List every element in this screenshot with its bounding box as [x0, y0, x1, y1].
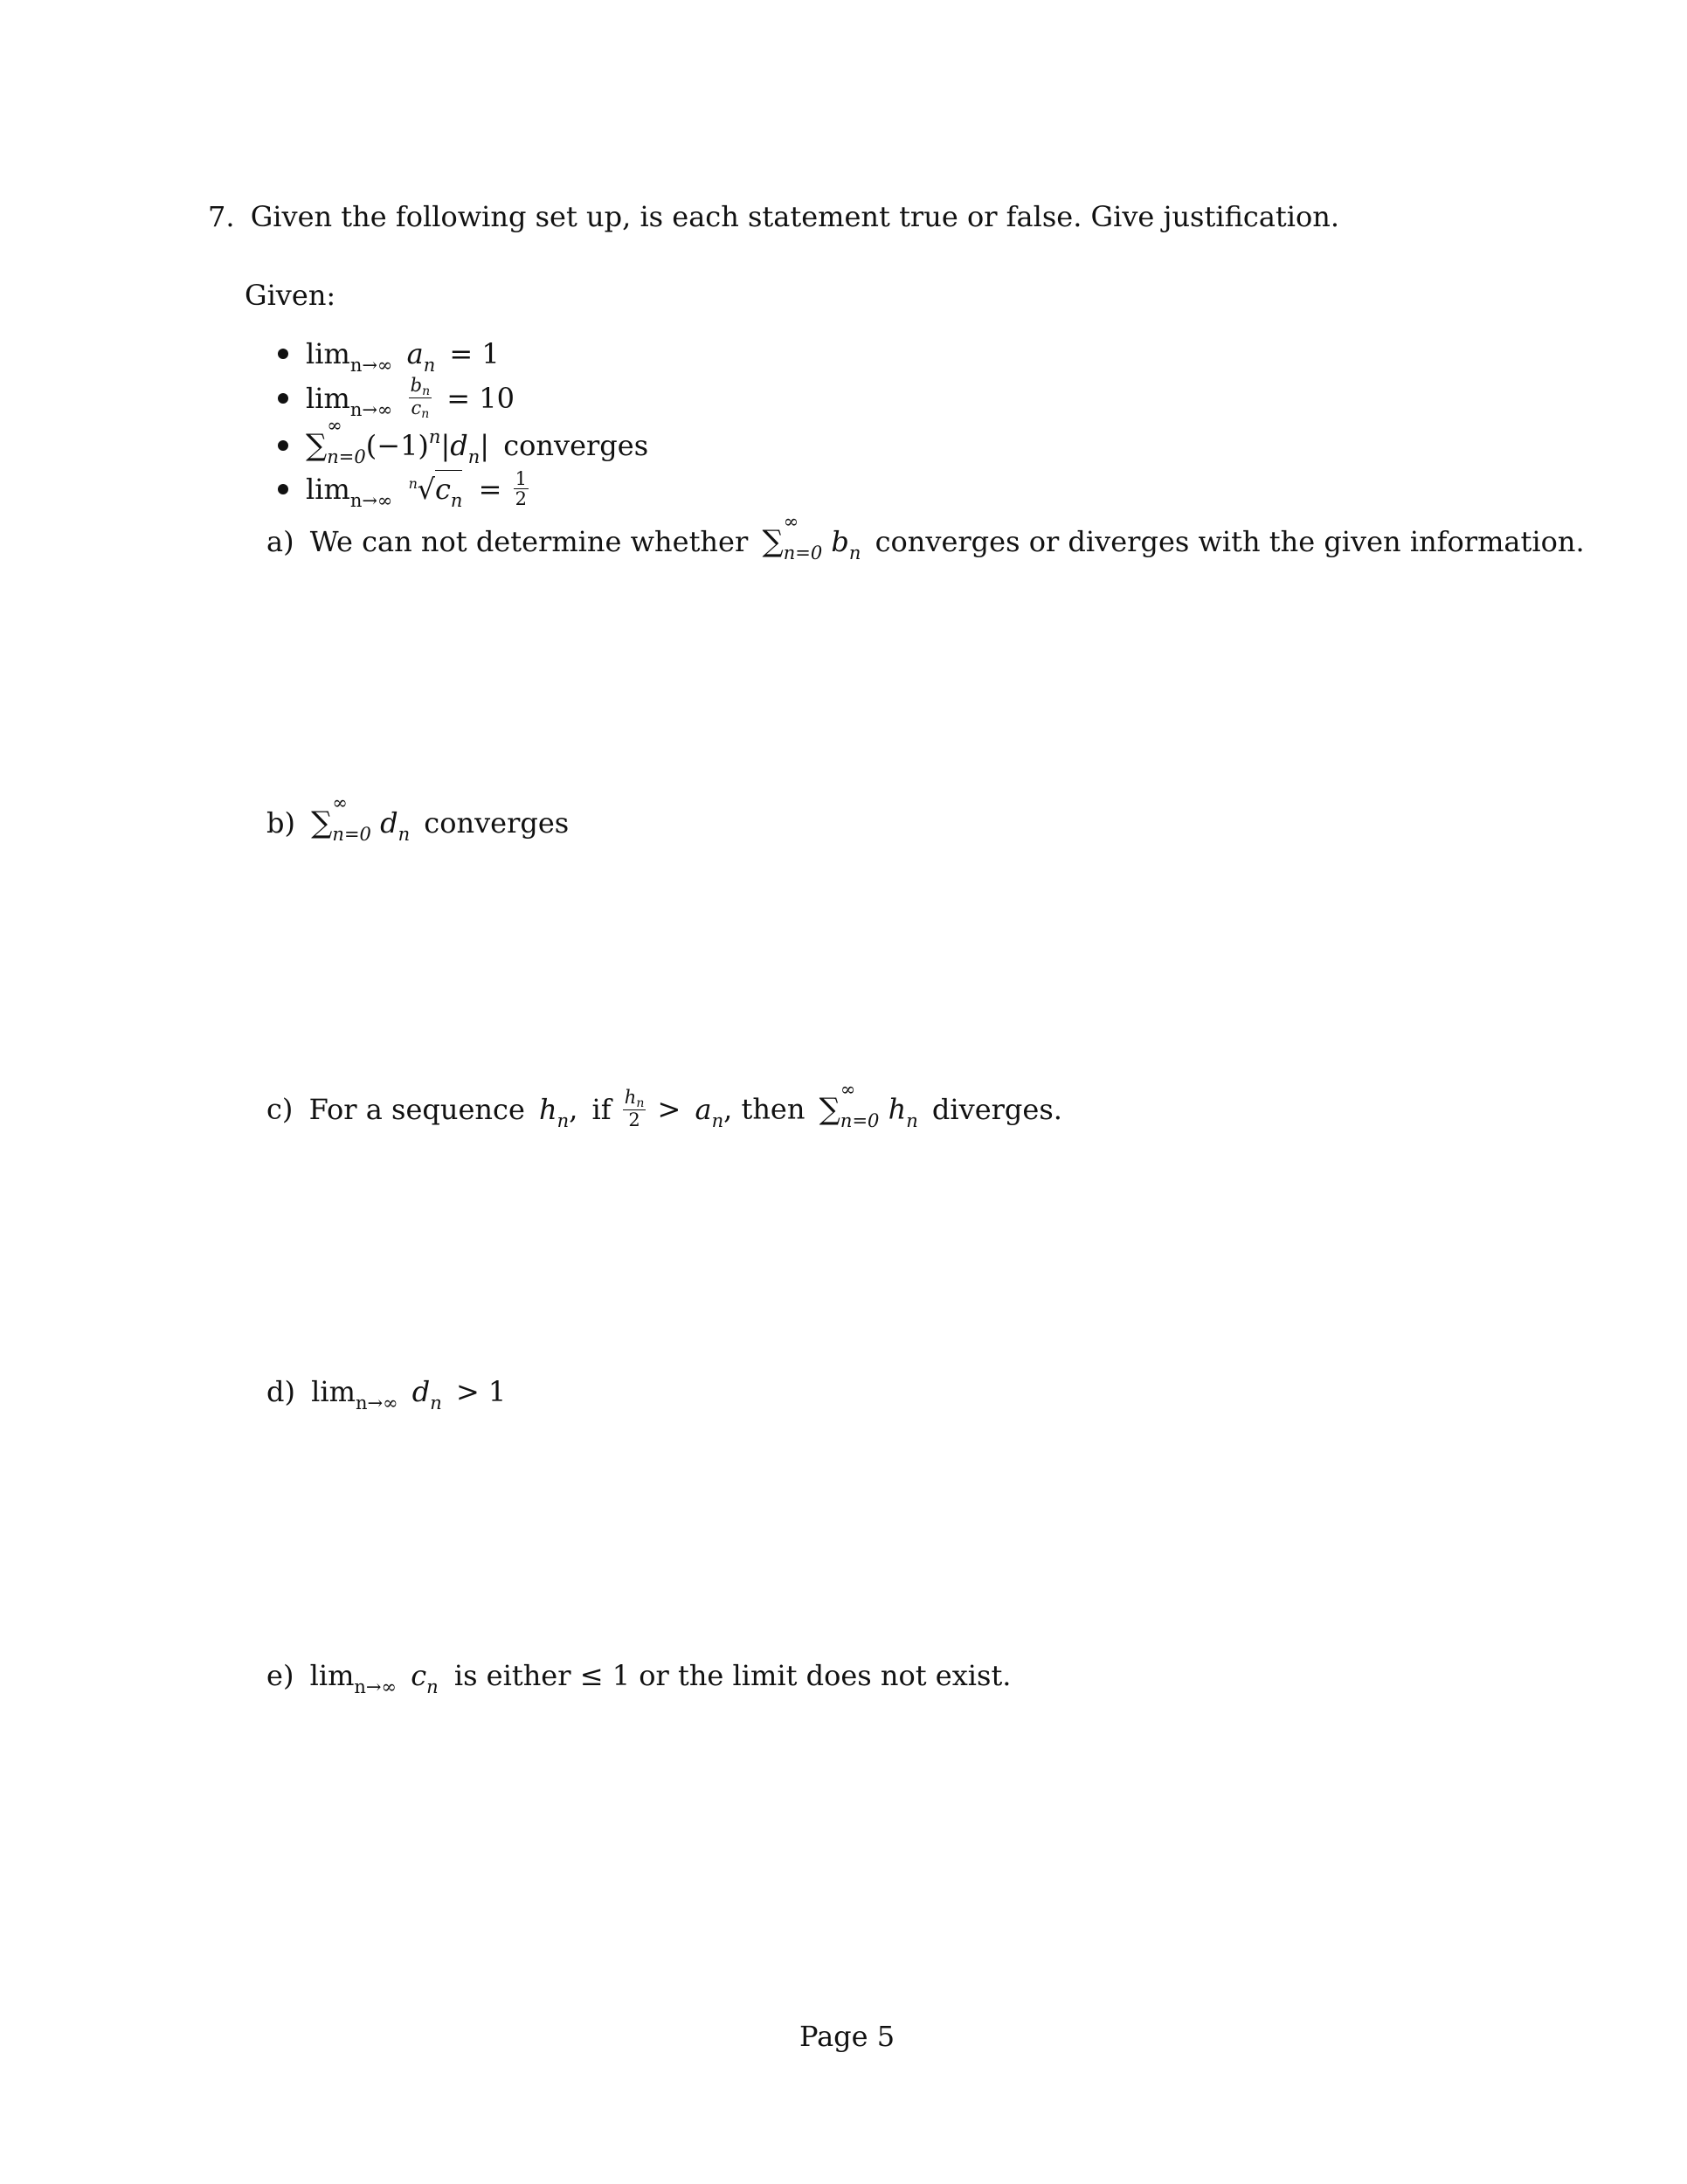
- given-item-2: $\lim_{n\to\infty}$ $\frac{bn}{cn}$ = 10: [278, 378, 515, 423]
- fraction-bn-cn: $\frac{bn}{cn}$: [410, 375, 431, 421]
- part-b: b) ∑ ∞ n=0 $d_n$ converges: [266, 792, 570, 845]
- bullet-icon: [278, 440, 288, 451]
- part-e: e) $\lim_{n\to\infty} c_n$ is either ≤ 1 or the limit does not exist.: [266, 1659, 1012, 1697]
- page-number: Page 5: [799, 2020, 895, 2053]
- question-header: [208, 199, 1339, 234]
- sigma-icon: ∑: [311, 805, 333, 840]
- part-a-label: a): [266, 525, 294, 558]
- part-c-label: c): [266, 1092, 294, 1126]
- fraction-hn-over-2: $\frac{hn}{2}$: [624, 1087, 645, 1130]
- part-a: a) We can not determine whether ∑ ∞ n=0 $b_n$ converges or diverges with the given information.: [266, 511, 1585, 563]
- radical-icon: √: [417, 473, 435, 506]
- sigma-icon: ∑: [762, 524, 784, 559]
- given-item-1: $\lim_{n\to\infty} a_n = 1$: [278, 336, 500, 375]
- question-number: 7.: [208, 200, 235, 233]
- bullet-icon: [278, 484, 288, 494]
- fraction-one-half: $\frac{1}{2}$: [515, 468, 527, 509]
- part-b-label: b): [266, 806, 295, 840]
- given-item-4: $\lim_{n\to\infty}$ n $√c_n$ = $\frac{1}{2}$: [278, 472, 531, 511]
- part-d: d) $\lim_{n\to\infty} d_n > 1$: [266, 1375, 507, 1413]
- given-label: Given:: [245, 279, 336, 312]
- bullet-icon: [278, 393, 288, 404]
- nth-root: n $√c_n$: [409, 472, 463, 510]
- question-prompt: Given the following set up, is each statement true or false. Give justification.: [250, 200, 1340, 233]
- part-d-label: d): [266, 1375, 295, 1408]
- sigma-icon: ∑: [819, 1091, 840, 1127]
- part-c: c) For a sequence $h_n$, if $\frac{hn}{2}$ > $a_n$, then ∑ ∞ n=0 $h_n$ diverges.: [266, 1078, 1062, 1131]
- given-item-3: ∑ ∞ $n=0(-1)^n|d_n|$ converges: [278, 428, 648, 467]
- bullet-icon: [278, 349, 288, 359]
- sigma-icon: ∑: [306, 428, 328, 463]
- part-e-label: e): [266, 1659, 294, 1692]
